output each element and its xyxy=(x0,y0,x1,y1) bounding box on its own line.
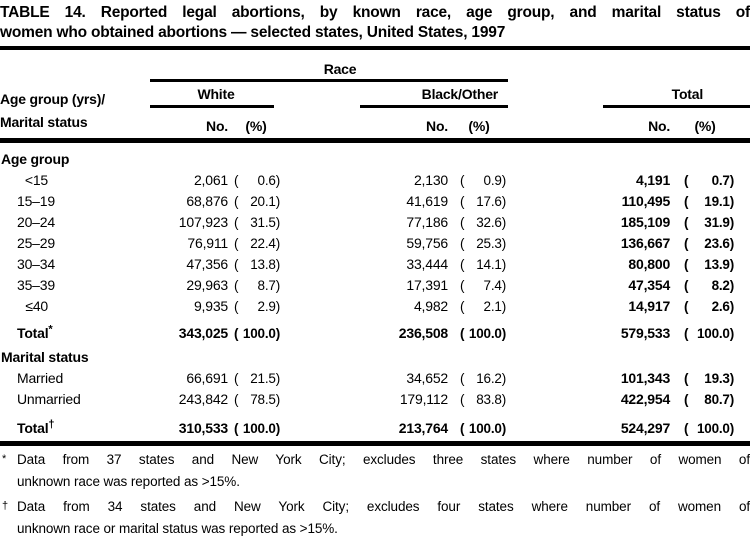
stub-header xyxy=(0,81,150,141)
spacer xyxy=(738,251,750,272)
black-no-header: No. xyxy=(282,108,450,141)
cell-white-pct: ( 78.5) xyxy=(230,386,282,407)
cell-black-pct: ( 83.8) xyxy=(450,386,508,407)
cell-white-no: 310,533 xyxy=(150,407,230,444)
cell-total-no: 47,354 xyxy=(508,272,672,293)
cell-total-pct: ( 19.1) xyxy=(672,188,738,209)
cell-white-pct: ( 31.5) xyxy=(230,209,282,230)
spacer xyxy=(738,314,750,341)
total-label: Total xyxy=(508,85,750,103)
stub-header-line-2: Marital status xyxy=(0,111,150,134)
footnote-text-line: unknown race or marital status was reported as >15%. xyxy=(17,518,750,539)
cell-label: Unmarried xyxy=(0,386,150,407)
footnote-dagger xyxy=(0,496,750,539)
table-row xyxy=(0,167,750,188)
cell-white-no: 66,691 xyxy=(150,365,230,386)
column-group-white xyxy=(150,81,282,109)
page-title xyxy=(0,0,750,43)
white-no-header: No. xyxy=(150,108,230,141)
footnote-text-line: unknown race was reported as >15%. xyxy=(17,471,750,493)
white-label: White xyxy=(150,85,282,103)
cell-total-pct: ( 8.2) xyxy=(672,272,738,293)
cell-black-pct: ( 7.4) xyxy=(450,272,508,293)
table-row xyxy=(0,209,750,230)
footnote-marker-dagger: † xyxy=(48,418,54,430)
black-pct-header: (%) xyxy=(450,108,508,141)
footnote-text-line: Data from 37 states and New York City; excludes three states where number of women of xyxy=(17,449,750,471)
cell-black-no: 41,619 xyxy=(282,188,450,209)
age-total-row xyxy=(0,314,750,341)
footnote-asterisk xyxy=(0,449,750,492)
black-other-label: Black/Other xyxy=(282,85,508,103)
cell-black-no: 213,764 xyxy=(282,407,450,444)
cell-total-pct: ( 23.6) xyxy=(672,230,738,251)
cell-total-no: 422,954 xyxy=(508,386,672,407)
cell-white-no: 68,876 xyxy=(150,188,230,209)
cell-total-no: 80,800 xyxy=(508,251,672,272)
cell-total-no: 524,297 xyxy=(508,407,672,444)
cell-black-no: 17,391 xyxy=(282,272,450,293)
cell-black-pct: ( 14.1) xyxy=(450,251,508,272)
cell-white-no: 243,842 xyxy=(150,386,230,407)
cell-total-pct: ( 100.0) xyxy=(672,314,738,341)
cell-total-no: 101,343 xyxy=(508,365,672,386)
cell-total-pct: ( 80.7) xyxy=(672,386,738,407)
footnote-marker-dagger: † xyxy=(2,496,8,518)
title-rule xyxy=(0,46,750,50)
cell-label: Married xyxy=(0,365,150,386)
footnotes xyxy=(0,449,750,539)
spacer xyxy=(738,386,750,407)
cell-white-pct: ( 2.9) xyxy=(230,293,282,314)
cell-white-pct: ( 22.4) xyxy=(230,230,282,251)
cell-black-no: 179,112 xyxy=(282,386,450,407)
cell-white-pct: ( 21.5) xyxy=(230,365,282,386)
cell-total-pct: ( 2.6) xyxy=(672,293,738,314)
section-label: Age group xyxy=(0,141,750,168)
cell-white-no: 343,025 xyxy=(150,314,230,341)
cell-black-pct: ( 25.3) xyxy=(450,230,508,251)
table-row xyxy=(0,365,750,386)
abortions-table xyxy=(0,53,750,446)
cell-black-no: 236,508 xyxy=(282,314,450,341)
cell-total-no: 14,917 xyxy=(508,293,672,314)
cell-total-pct: ( 31.9) xyxy=(672,209,738,230)
cell-white-no: 29,963 xyxy=(150,272,230,293)
cell-label: <15 xyxy=(0,167,150,188)
cell-black-pct: ( 2.1) xyxy=(450,293,508,314)
title-line-2: women who obtained abortions — selected states, United States, 1997 xyxy=(0,23,750,43)
cell-total-pct: ( 0.7) xyxy=(672,167,738,188)
total-no-header: No. xyxy=(508,108,672,141)
cell-black-no: 34,652 xyxy=(282,365,450,386)
column-group-total xyxy=(508,81,750,109)
column-group-row xyxy=(0,81,750,109)
cell-white-pct: ( 20.1) xyxy=(230,188,282,209)
table-row xyxy=(0,386,750,407)
section-label: Marital status xyxy=(0,341,750,365)
cell-black-no: 59,756 xyxy=(282,230,450,251)
table-row xyxy=(0,293,750,314)
table-row xyxy=(0,188,750,209)
cell-black-pct: ( 17.6) xyxy=(450,188,508,209)
cell-label: 35–39 xyxy=(0,272,150,293)
cell-white-pct: ( 0.6) xyxy=(230,167,282,188)
cell-white-no: 47,356 xyxy=(150,251,230,272)
total-pct-header: (%) xyxy=(672,108,738,141)
cell-white-pct: ( 100.0) xyxy=(230,407,282,444)
race-spanner-row xyxy=(0,53,750,81)
footnote-marker-asterisk: * xyxy=(2,449,6,471)
cell-total-no: 4,191 xyxy=(508,167,672,188)
cell-total-no: 579,533 xyxy=(508,314,672,341)
spacer xyxy=(738,407,750,444)
cell-total-pct: ( 13.9) xyxy=(672,251,738,272)
spacer xyxy=(738,230,750,251)
cell-label: 20–24 xyxy=(0,209,150,230)
cell-black-pct: ( 100.0) xyxy=(450,407,508,444)
marital-status-section xyxy=(0,341,750,444)
table-row xyxy=(0,251,750,272)
cell-black-no: 4,982 xyxy=(282,293,450,314)
cell-label: ≤40 xyxy=(0,293,150,314)
cell-label: 25–29 xyxy=(0,230,150,251)
cell-white-no: 107,923 xyxy=(150,209,230,230)
stub-header-line-1: Age group (yrs)/ xyxy=(0,88,150,111)
spacer xyxy=(738,293,750,314)
cell-black-no: 2,130 xyxy=(282,167,450,188)
race-spanner-label: Race xyxy=(150,53,508,81)
spacer xyxy=(738,108,750,141)
column-group-black-other xyxy=(282,81,508,109)
cell-total-pct: ( 100.0) xyxy=(672,407,738,444)
cell-white-no: 76,911 xyxy=(150,230,230,251)
spacer xyxy=(738,167,750,188)
cell-white-pct: ( 100.0) xyxy=(230,314,282,341)
footnote-text-line: Data from 34 states and New York City; excludes four states where number of women of xyxy=(17,496,750,518)
marital-total-row xyxy=(0,407,750,444)
cell-total-no: 110,495 xyxy=(508,188,672,209)
section-header-row xyxy=(0,341,750,365)
white-pct-header: (%) xyxy=(230,108,282,141)
spacer xyxy=(738,365,750,386)
table-header xyxy=(0,53,750,141)
cell-label: Total† xyxy=(0,407,150,444)
spacer xyxy=(738,209,750,230)
section-header-row xyxy=(0,141,750,168)
cell-white-no: 9,935 xyxy=(150,293,230,314)
spacer xyxy=(738,272,750,293)
table-row xyxy=(0,272,750,293)
cell-white-pct: ( 8.7) xyxy=(230,272,282,293)
cell-label: 15–19 xyxy=(0,188,150,209)
cell-label: Total* xyxy=(0,314,150,341)
table-row xyxy=(0,230,750,251)
footnote-marker-asterisk: * xyxy=(48,323,52,335)
title-line-1: TABLE 14. Reported legal abortions, by known race, age group, and marital status of xyxy=(0,3,750,23)
spacer xyxy=(0,53,150,81)
cell-black-pct: ( 100.0) xyxy=(450,314,508,341)
age-group-section xyxy=(0,141,750,342)
cell-black-pct: ( 32.6) xyxy=(450,209,508,230)
cell-black-no: 77,186 xyxy=(282,209,450,230)
cell-label: 30–34 xyxy=(0,251,150,272)
cell-white-no: 2,061 xyxy=(150,167,230,188)
cell-total-pct: ( 19.3) xyxy=(672,365,738,386)
spacer xyxy=(738,188,750,209)
cell-black-pct: ( 0.9) xyxy=(450,167,508,188)
cell-total-no: 185,109 xyxy=(508,209,672,230)
cell-total-no: 136,667 xyxy=(508,230,672,251)
cell-white-pct: ( 13.8) xyxy=(230,251,282,272)
cell-black-pct: ( 16.2) xyxy=(450,365,508,386)
cell-black-no: 33,444 xyxy=(282,251,450,272)
spacer xyxy=(508,53,750,81)
